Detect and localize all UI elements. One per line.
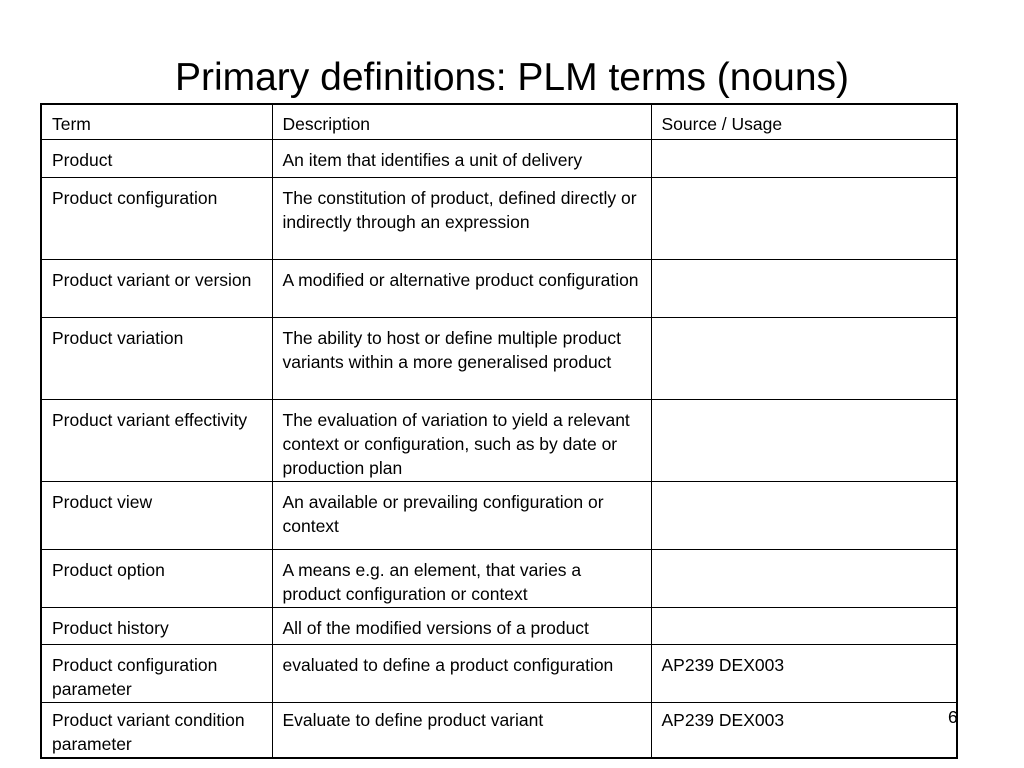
description-cell: A modified or alternative product configuration <box>272 259 651 317</box>
term-cell: Product <box>41 139 272 177</box>
source-cell: AP239 DEX003 <box>651 702 957 758</box>
term-cell: Product history <box>41 607 272 644</box>
header-term: Term <box>41 104 272 139</box>
source-cell <box>651 549 957 607</box>
description-cell: A means e.g. an element, that varies a product configuration or context <box>272 549 651 607</box>
description-cell: Evaluate to define product variant <box>272 702 651 758</box>
term-cell: Product variant or version <box>41 259 272 317</box>
table-row <box>41 549 957 607</box>
page-number: 6 <box>948 707 958 727</box>
description-cell: evaluated to define a product configuration <box>272 644 651 702</box>
table-row <box>41 702 957 758</box>
source-cell <box>651 481 957 549</box>
slide-title: Primary definitions: PLM terms (nouns) <box>174 56 850 99</box>
description-cell: An available or prevailing configuration or context <box>272 481 651 549</box>
table-row <box>41 607 957 644</box>
table-header-row <box>41 104 957 139</box>
source-cell <box>651 607 957 644</box>
table-row <box>41 644 957 702</box>
description-cell: The ability to host or define multiple product variants within a more generalised product <box>272 317 651 399</box>
table-row <box>41 139 957 177</box>
table-row <box>41 481 957 549</box>
header-source-usage: Source / Usage <box>651 104 957 139</box>
term-cell: Product variant effectivity <box>41 399 272 481</box>
term-cell: Product view <box>41 481 272 549</box>
description-cell: All of the modified versions of a product <box>272 607 651 644</box>
terms-table <box>40 103 958 759</box>
source-cell <box>651 399 957 481</box>
term-cell: Product option <box>41 549 272 607</box>
table-row <box>41 259 957 317</box>
table-row <box>41 177 957 259</box>
term-cell: Product configuration <box>41 177 272 259</box>
table-row <box>41 317 957 399</box>
term-cell: Product variant condition parameter <box>41 702 272 758</box>
source-cell: AP239 DEX003 <box>651 644 957 702</box>
terms-table-container <box>40 103 956 759</box>
table-row <box>41 399 957 481</box>
description-cell: An item that identifies a unit of delivery <box>272 139 651 177</box>
description-cell: The constitution of product, defined directly or indirectly through an expression <box>272 177 651 259</box>
description-cell: The evaluation of variation to yield a relevant context or configuration, such as by date or production plan <box>272 399 651 481</box>
source-cell <box>651 259 957 317</box>
source-cell <box>651 139 957 177</box>
source-cell <box>651 317 957 399</box>
header-description: Description <box>272 104 651 139</box>
term-cell: Product variation <box>41 317 272 399</box>
term-cell: Product configuration parameter <box>41 644 272 702</box>
source-cell <box>651 177 957 259</box>
